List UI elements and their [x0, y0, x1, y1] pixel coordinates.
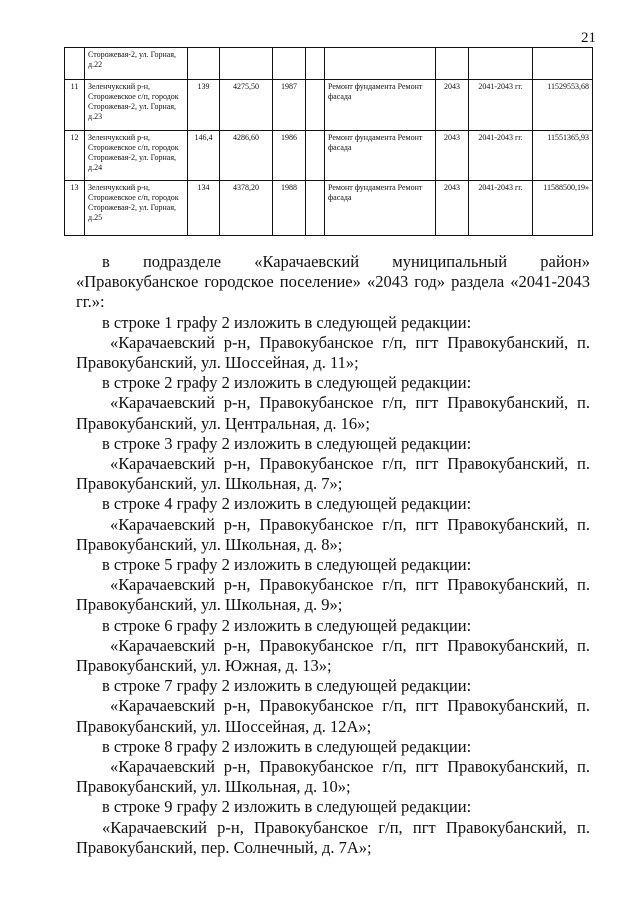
housing-register-table — [64, 47, 593, 236]
year-cell: 1987 — [273, 80, 306, 131]
intro-paragraph: в подразделе «Карачаевский муниципальный район» «Правокубанское городское поселение» «2043 год» раздела «2041-2043 гг.»: — [76, 252, 590, 312]
work-cell: Ремонт фундамента Ремонт фасада — [325, 80, 436, 131]
period-cell: 2041-2043 гг. — [469, 80, 533, 131]
address-paragraph: «Карачаевский р-н, Правокубанское г/п, пгт Правокубанский, п. Правокубанский, ул. Школьная, д. 7»; — [76, 454, 590, 494]
instruction-line: в строке 5 графу 2 изложить в следующей редакции: — [102, 555, 472, 575]
address-paragraph: «Карачаевский р-н, Правокубанское г/п, пгт Правокубанский, п. Правокубанский, ул. Шоссейная, д. 11»; — [76, 332, 590, 373]
instruction-line: в строке 7 графу 2 изложить в следующей редакции: — [102, 676, 472, 696]
year-cell: 1986 — [273, 131, 306, 181]
table-row — [65, 181, 593, 236]
column-6-cell — [306, 48, 325, 80]
address-paragraph: «Карачаевский р-н, Правокубанское г/п, пгт Правокубанский, п. Правокубанский, ул. Центральная, д. 16»; — [76, 393, 590, 433]
row-number-cell: 11 — [65, 80, 85, 131]
address-paragraph: «Карачаевский р-н, Правокубанское г/п, пгт Правокубанский, п. Правокубанский, ул. Шоссейная, д. 12А»; — [76, 696, 590, 736]
address-paragraph: «Карачаевский р-н, Правокубанское г/п, пгт Правокубанский, п. Правокубанский, ул. Школьная, д. 9»; — [76, 575, 590, 615]
plan-year-cell: 2043 — [436, 181, 469, 236]
column-3-cell: 139 — [188, 80, 220, 131]
work-cell: Ремонт фундамента Ремонт фасада — [325, 181, 436, 236]
column-3-cell: 146,4 — [188, 131, 220, 181]
period-cell: 2041-2043 гг. — [469, 181, 533, 236]
table-row — [65, 48, 593, 80]
period-cell: 2041-2043 гг. — [469, 131, 533, 181]
instruction-line: в строке 2 графу 2 изложить в следующей редакции: — [102, 373, 472, 393]
address-cell: Зеленчукский р-н, Сторожевское с/п, городок Сторожевая-2, ул. Горная, д.25 — [85, 181, 188, 236]
page-number: 21 — [581, 30, 596, 46]
plan-year-cell — [436, 48, 469, 80]
address-cell: Зеленчукский р-н, Сторожевское с/п, городок Сторожевая-2, ул. Горная, д.23 — [85, 80, 188, 131]
table-row — [65, 131, 593, 181]
column-6-cell — [306, 181, 325, 236]
column-3-cell: 134 — [188, 181, 220, 236]
plan-year-cell: 2043 — [436, 80, 469, 131]
cost-cell — [533, 48, 593, 80]
cost-cell: 11588500,19» — [533, 181, 593, 236]
row-number-cell: 12 — [65, 131, 85, 181]
period-cell — [469, 48, 533, 80]
instruction-line: в строке 8 графу 2 изложить в следующей редакции: — [102, 736, 472, 756]
instruction-line: в строке 3 графу 2 изложить в следующей редакции: — [102, 433, 472, 453]
address-paragraph: «Карачаевский р-н, Правокубанское г/п, пгт Правокубанский, п. Правокубанский, ул. Школьная, д. 8»; — [76, 514, 590, 554]
year-cell — [273, 48, 306, 80]
cost-cell: 11551365,93 — [533, 131, 593, 181]
area-cell — [220, 48, 273, 80]
column-3-cell — [188, 48, 220, 80]
column-6-cell — [306, 131, 325, 181]
year-cell: 1988 — [273, 181, 306, 236]
table-row — [65, 80, 593, 131]
cost-cell: 11529553,68 — [533, 80, 593, 131]
plan-year-cell: 2043 — [436, 131, 469, 181]
amendment-text — [76, 252, 590, 858]
row-number-cell — [65, 48, 85, 80]
instruction-line: в строке 6 графу 2 изложить в следующей редакции: — [102, 615, 472, 635]
column-6-cell — [306, 80, 325, 131]
area-cell: 4275,50 — [220, 80, 273, 131]
work-cell — [325, 48, 436, 80]
address-cell: Зеленчукский р-н, Сторожевское с/п, городок Сторожевая-2, ул. Горная, д.24 — [85, 131, 188, 181]
area-cell: 4286,60 — [220, 131, 273, 181]
row-number-cell: 13 — [65, 181, 85, 236]
instruction-line: в строке 1 графу 2 изложить в следующей редакции: — [102, 312, 472, 332]
area-cell: 4378,20 — [220, 181, 273, 236]
address-paragraph: «Карачаевский р-н, Правокубанское г/п, пгт Правокубанский, п. Правокубанский, пер. Солнечный, д. 7А»; — [76, 817, 590, 857]
address-paragraph: «Карачаевский р-н, Правокубанское г/п, пгт Правокубанский, п. Правокубанский, ул. Южная, д. 13»; — [76, 635, 590, 676]
address-paragraph: «Карачаевский р-н, Правокубанское г/п, пгт Правокубанский, п. Правокубанский, ул. Школьная, д. 10»; — [76, 757, 590, 797]
work-cell: Ремонт фундамента Ремонт фасада — [325, 131, 436, 181]
instruction-line: в строке 4 графу 2 изложить в следующей редакции: — [102, 494, 472, 514]
instruction-line: в строке 9 графу 2 изложить в следующей редакции: — [102, 797, 472, 817]
address-cell: Сторожевая-2, ул. Горная, д.22 — [85, 48, 188, 80]
